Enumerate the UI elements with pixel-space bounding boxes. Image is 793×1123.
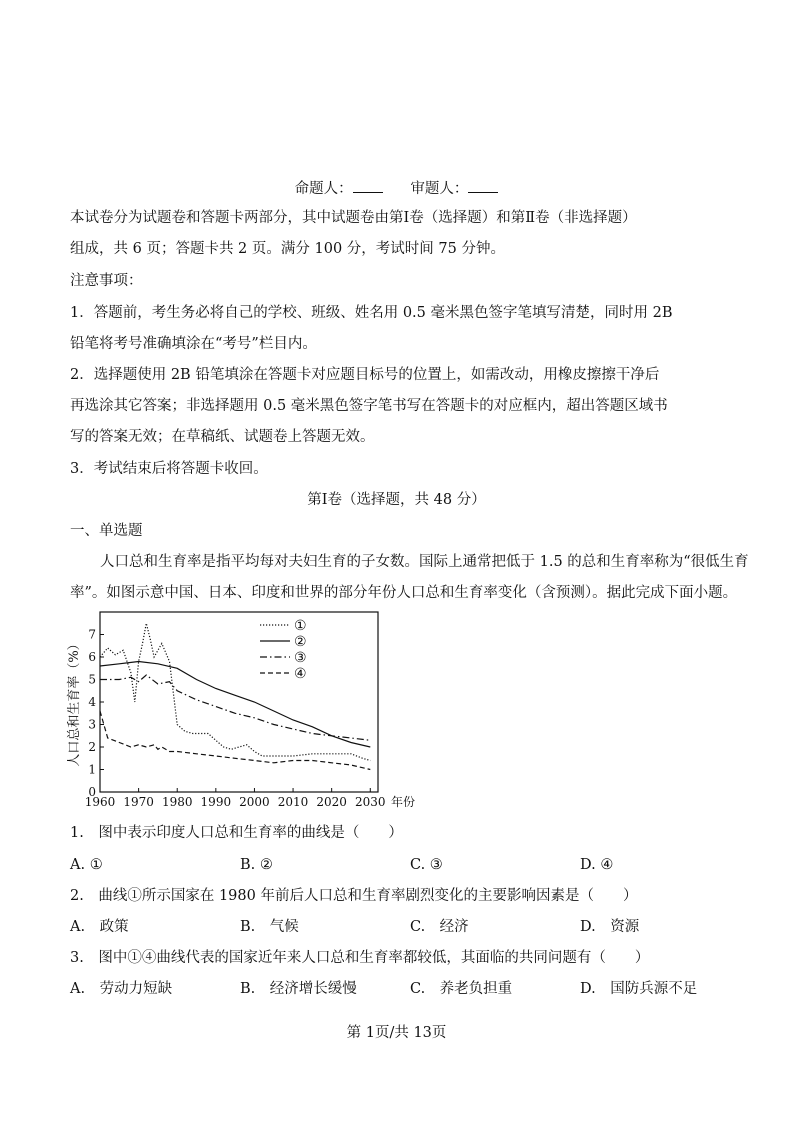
notes-title: 注意事项： (70, 273, 143, 289)
y-tick-label: 6 (88, 650, 96, 664)
reviewer-label: 审题人： (410, 181, 469, 197)
y-tick-label: 5 (88, 672, 96, 687)
question-2-option-b[interactable]: B. 气候 (240, 919, 299, 935)
y-tick-label: 1 (88, 762, 96, 777)
plot-frame (100, 612, 378, 792)
y-tick-label: 0 (88, 785, 96, 799)
proposer-blank (353, 180, 383, 193)
exam-header (0, 180, 793, 198)
y-tick-label: 3 (88, 717, 96, 732)
y-tick-label: 7 (88, 627, 96, 642)
intro-line: 2．选择题使用 2B 铅笔填涂在答题卡对应题目标号的位置上，如需改动，用橡皮擦擦干净后 (70, 367, 660, 383)
intro-line: 组成，共 6 页；答题卡共 2 页。满分 100 分，考试时间 75 分钟。 (70, 241, 505, 257)
question-3-option-a[interactable]: A. 劳动力短缺 (70, 981, 173, 997)
fertility-rate-chart (62, 606, 422, 816)
x-tick-label: 2000 (239, 795, 270, 809)
intro-line: 铅笔将考号准确填涂在“考号”栏目内。 (70, 336, 317, 352)
x-tick-label: 1960 (84, 795, 116, 809)
series-line-4 (100, 711, 370, 770)
question-2-option-a[interactable]: A. 政策 (70, 919, 129, 935)
y-tick-label: 2 (88, 740, 96, 754)
x-tick-label: 2010 (277, 795, 309, 809)
section-title: 第Ⅰ卷（选择题，共 48 分） (307, 492, 486, 508)
series-line-3 (100, 675, 370, 740)
y-tick-label: 4 (88, 695, 96, 709)
question-1-option-b[interactable]: B. ② (240, 857, 273, 873)
question-3-option-c[interactable]: C. 养老负担重 (410, 981, 513, 997)
reviewer-blank (468, 180, 498, 193)
x-tick-label: 2030 (355, 795, 386, 809)
x-axis-label: 年份 (391, 795, 416, 809)
page-footer: 第 1页/共 13页 (346, 1025, 447, 1041)
intro-line: 本试卷分为试题卷和答题卡两部分，其中试题卷由第Ⅰ卷（选择题）和第Ⅱ卷（非选择题） (70, 210, 637, 226)
intro-line: 写的答案无效；在草稿纸、试题卷上答题无效。 (70, 429, 375, 445)
question-3-stem: 3. 图中①④曲线代表的国家近年来人口总和生育率都较低，其面临的共同问题有（ ） (70, 950, 650, 966)
question-3-option-b[interactable]: B. 经济增长缓慢 (240, 981, 357, 997)
legend-label-3: ③ (294, 650, 307, 666)
x-tick-label: 1970 (123, 795, 154, 809)
question-1-option-c[interactable]: C. ③ (410, 857, 443, 873)
question-1-option-a[interactable]: A. ① (70, 857, 103, 873)
x-tick-label: 1980 (161, 795, 193, 809)
question-2-option-c[interactable]: C. 经济 (410, 919, 469, 935)
legend-label-4: ④ (294, 666, 307, 682)
y-axis-label: 人口总和生育率（%） (67, 637, 82, 767)
series-line-2 (100, 662, 370, 748)
x-tick-label: 2020 (316, 795, 347, 809)
proposer-label: 命题人： (294, 181, 353, 197)
question-3-option-d[interactable]: D. 国防兵源不足 (580, 981, 698, 997)
question-1-option-d[interactable]: D. ④ (580, 857, 614, 873)
question-2-stem: 2. 曲线①所示国家在 1980 年前后人口总和生育率剧烈变化的主要影响因素是（ ） (70, 888, 638, 904)
intro-line: 1．答题前，考生务必将自己的学校、班级、姓名用 0.5 毫米黑色签字笔填写清楚，同时用 2B (70, 305, 673, 321)
question-stem-text: 率”。如图示意中国、日本、印度和世界的部分年份人口总和生育率变化（含预测）。据此完成下面小题。 (70, 585, 738, 601)
question-2-option-d[interactable]: D. 资源 (580, 919, 640, 935)
question-stem-text: 人口总和生育率是指平均每对夫妇生育的子女数。国际上通常把低于 1.5 的总和生育率称为“很低生育 (100, 554, 749, 570)
question-1-stem: 1. 图中表示印度人口总和生育率的曲线是（ ） (70, 825, 403, 841)
legend-label-2: ② (294, 634, 307, 650)
legend-label-1: ① (294, 618, 307, 634)
intro-line: 3．考试结束后将答题卡收回。 (70, 461, 268, 477)
part-title: 一、单选题 (70, 523, 143, 539)
series-line-1 (100, 623, 370, 760)
x-tick-label: 1990 (200, 795, 232, 809)
intro-line: 再选涂其它答案；非选择题用 0.5 毫米黑色签字笔书写在答题卡的对应框内，超出答题区域书 (70, 398, 668, 414)
